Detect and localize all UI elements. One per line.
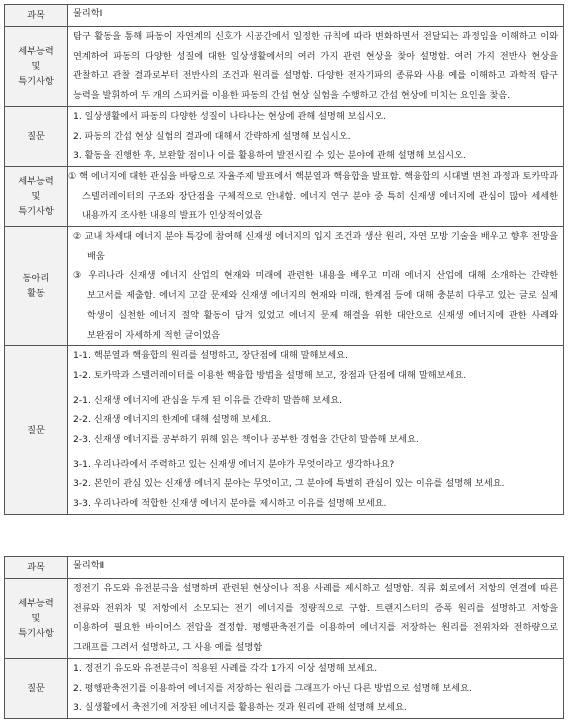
question-label: 질문 — [5, 106, 68, 166]
question-label: 질문 — [5, 346, 68, 515]
details-text: 정전기 유도와 유전분극을 설명하며 관련된 현상이나 적용 사례를 제시하고 설명함. 직류 회로에서 저항의 연결에 따른 전류와 전위차 및 저항에서 소모되는 전기 에너지를 정량적으로 구함. 트랜지스터의 증폭 원리를 설명하고 저항을 이용하여 필요한 바이어스 전압을 결정함. 평행판축전기를 이용하여 에너지를 저장하는 원리를 전위차와 전하량으로 그래프를 그려서 설명하고, 그 사용 예를 설명함 — [68, 579, 564, 659]
question-item: 3. 활동을 진행한 후, 보완할 점이나 이를 활용하여 발전시킬 수 있는 분야에 관해 설명해 보십시오. — [73, 150, 466, 162]
question-label: 질문 — [5, 658, 68, 718]
question-item: 3-2. 본인이 관심 있는 신재생 에너지 분야는 무엇이고, 그 분야에 특별히 관심이 있는 이유를 설명해 보세요. — [73, 478, 505, 490]
question-item: 1. 일상생활에서 파동의 다양한 성질이 나타나는 현상에 관해 설명해 보십시오. — [73, 110, 387, 122]
details-text: ① 핵 에너지에 대한 관심을 바탕으로 자율주제 발표에서 핵분열과 핵융합을 발표함. 핵융합의 시대별 변천 과정과 토카막과 스텔러레이터의 구조와 장단점을 구체적으로 안내함. 에너지 연구 분야 중 특히 신재생 에너지에 관심이 많아 세세한 내용까지 조사한 내용의 발표가 인상적이었음 — [68, 166, 564, 226]
details-label: 세부능력 및 특기사항 — [5, 27, 68, 107]
question-item: 3. 실생활에서 축전기에 저장된 에너지를 활용하는 것과 원리에 관해 설명해 보세요. — [73, 702, 407, 714]
question-item: 2-2. 신재생 에너지의 한계에 대해 설명해 보세요. — [73, 414, 272, 426]
question-item: 2-1. 신재생 에너지에 관심을 두게 된 이유를 간략히 말씀해 보세요. — [73, 394, 343, 406]
physics-2-table — [4, 556, 564, 719]
club-activity — [68, 227, 564, 346]
club-label: 동아리 활동 — [5, 227, 68, 346]
question-item: 3-1. 우리나라에서 주력하고 있는 신재생 에너지 분야가 무엇이라고 생각하나요? — [73, 458, 395, 470]
question-item: 2-3. 신재생 에너지를 공부하기 위해 읽은 책이나 공부한 경험을 간단히 말씀해 보세요. — [73, 434, 419, 446]
club-item: ③ 우리나라 신재생 에너지 산업의 현재와 미래에 관련한 내용을 배우고 미래 에너지 산업에 대해 소개하는 간략한 보고서를 제출함. 에너지 고갈 문제와 신재생 에너지의 현재와 미래, 한계점 등에 대해 충분히 다루고 있는 글로 실제 학생이 실천한 에너지 절약 활동이 담겨 있었고 에너지 문제 해결을 위한 대안으로 신재생 에너지에 관한 사례와 보완점이 자세하게 적힌 글이었음 — [73, 270, 558, 341]
question-item: 2. 평행판축전기를 이용하여 에너지를 저장하는 원리를 그래프가 아닌 다른 방법으로 설명해 보세요. — [73, 682, 472, 694]
question-list — [68, 106, 564, 166]
question-item: 1. 정전기 유도와 유전분극이 적용된 사례를 각각 1가지 이상 설명해 보세요. — [73, 662, 378, 674]
subject-label: 과목 — [5, 5, 68, 27]
details-label: 세부능력 및 특기사항 — [5, 166, 68, 226]
club-item: ② 교내 차세대 에너지 분야 특강에 참여해 신재생 에너지의 입지 조건과 생산 원리, 자연 모방 기술을 배우고 향후 전망을 배움 — [73, 231, 558, 262]
details-text: 탐구 활동을 통해 파동이 자연계의 신호가 시공간에서 일정한 규칙에 따라 변화하면서 전달되는 과정임을 이해하고 이와 연계하여 파동의 다양한 성질에 대한 일상생활에서의 여러 가지 관련 현상을 찾아 설명함. 여러 가지 전반사 현상을 관찰하고 관찰 결과로부터 전반사의 조건과 원리를 설명함. 다양한 전자기파의 종류와 사용 예를 이해하고 과학적 탐구 능력을 발휘하여 두 개의 스피커를 이용한 파동의 간섭 현상 실험을 수행하고 간섭 현상에 미치는 요인을 찾음. — [68, 27, 564, 107]
subject-name: 물리학Ⅱ — [68, 557, 564, 579]
subject-name: 물리학Ⅰ — [68, 5, 564, 27]
physics-1-table — [4, 4, 564, 515]
details-label: 세부능력 및 특기사항 — [5, 579, 68, 659]
question-item: 1-1. 핵분열과 핵융합의 원리를 설명하고, 장단점에 대해 말해보세요. — [73, 350, 348, 362]
question-item: 2. 파동의 간섭 현상 실험의 결과에 대해서 간략하게 설명해 보십시오. — [73, 130, 351, 142]
question-item: 3-3. 우리나라에 적합한 신재생 에너지 분야를 제시하고 이유를 설명해 보세요. — [73, 498, 387, 510]
subject-label: 과목 — [5, 557, 68, 579]
question-item: 1-2. 토카막과 스텔러레이터를 이용한 핵융합 방법을 설명해 보고, 장점과 단점에 대해 말해보세요. — [73, 369, 467, 381]
question-list — [68, 346, 564, 515]
question-list — [68, 658, 564, 718]
